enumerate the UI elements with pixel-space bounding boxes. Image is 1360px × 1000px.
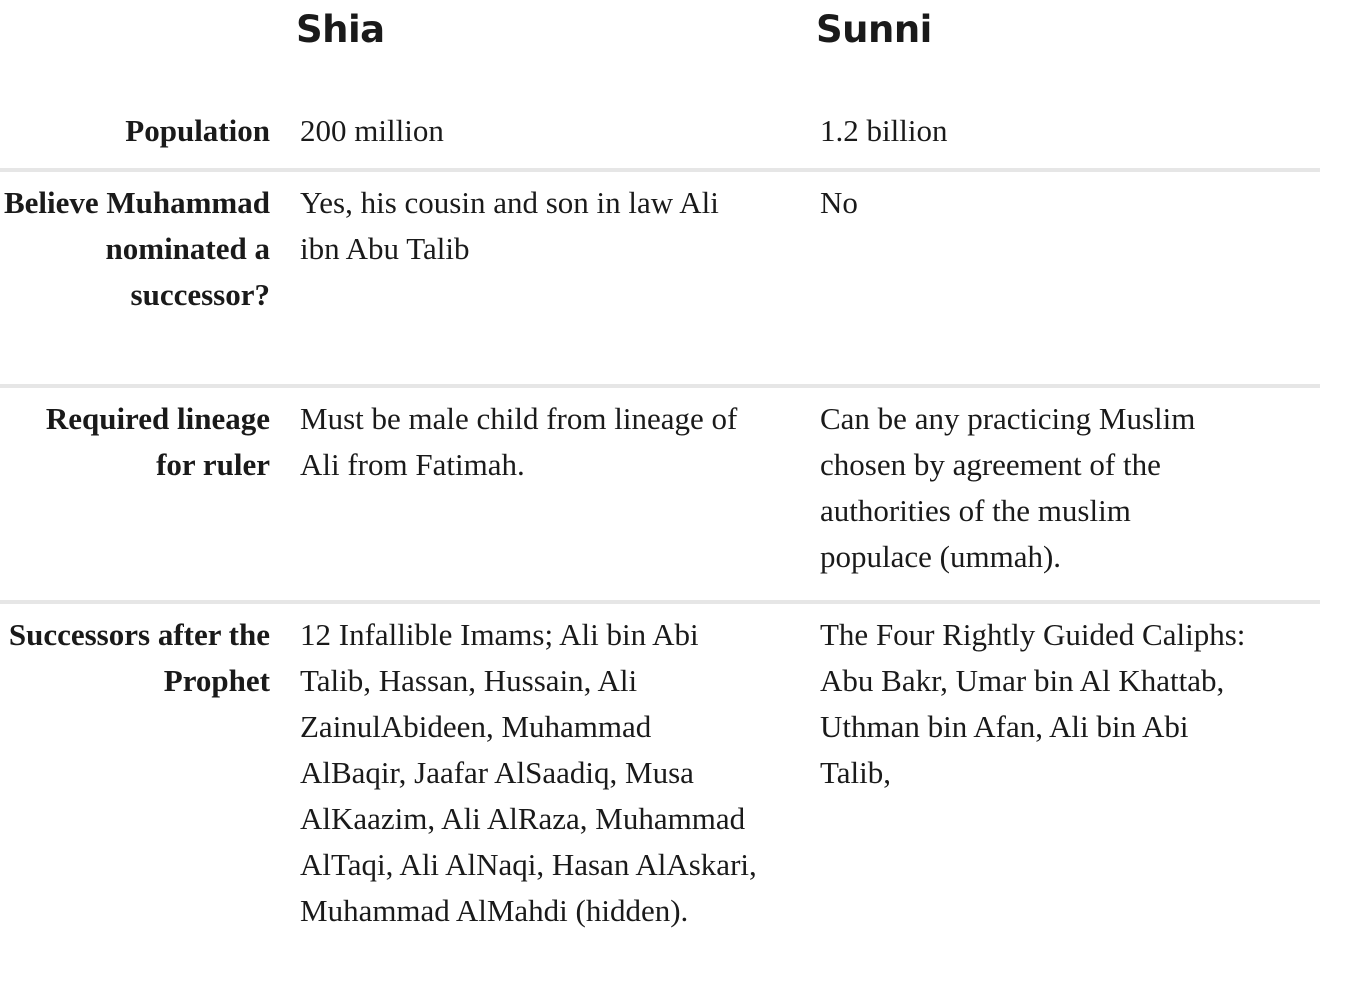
table-row-required-lineage — [0, 388, 1320, 604]
row-label-required-lineage: Required lineage for ruler — [45, 401, 270, 482]
cell-sunni-population: 1.2 billion — [820, 113, 948, 148]
row-label-successors: Successors after the Prophet — [8, 617, 270, 698]
cell-shia-successor-nominated: Yes, his cousin and son in law Ali ibn Abu Talib — [300, 185, 719, 266]
cell-sunni-required-lineage: Can be any practicing Muslim chosen by agreement of the authorities of the muslim populace (ummah). — [820, 401, 1196, 574]
table-header — [0, 0, 1320, 100]
column-header-sunni: Sunni — [816, 8, 932, 51]
cell-shia-population: 200 million — [300, 113, 444, 148]
cell-sunni-successors: The Four Rightly Guided Caliphs: Abu Bakr, Umar bin Al Khattab, Uthman bin Afan, Ali bin Abi Talib, — [820, 617, 1246, 790]
table-row-successor-nominated — [0, 172, 1320, 388]
column-header-shia: Shia — [296, 8, 385, 51]
cell-shia-successors: 12 Infallible Imams; Ali bin Abi Talib, Hassan, Hussain, Ali ZainulAbideen, Muhammad AlBaqir, Jaafar AlSaadiq, Musa AlKaazim, Ali AlRaza, Muhammad AlTaqi, Ali AlNaqi, Hasan AlAskari, Muhammad AlMahdi (hidden). — [300, 617, 757, 928]
table-row-population — [0, 100, 1320, 172]
table-row-successors — [0, 604, 1320, 934]
cell-sunni-successor-nominated: No — [820, 185, 858, 220]
cell-shia-required-lineage: Must be male child from lineage of Ali from Fatimah. — [300, 401, 738, 482]
row-label-population: Population — [125, 113, 270, 148]
row-label-successor-nominated: Believe Muhammad nominated a successor? — [3, 185, 270, 312]
